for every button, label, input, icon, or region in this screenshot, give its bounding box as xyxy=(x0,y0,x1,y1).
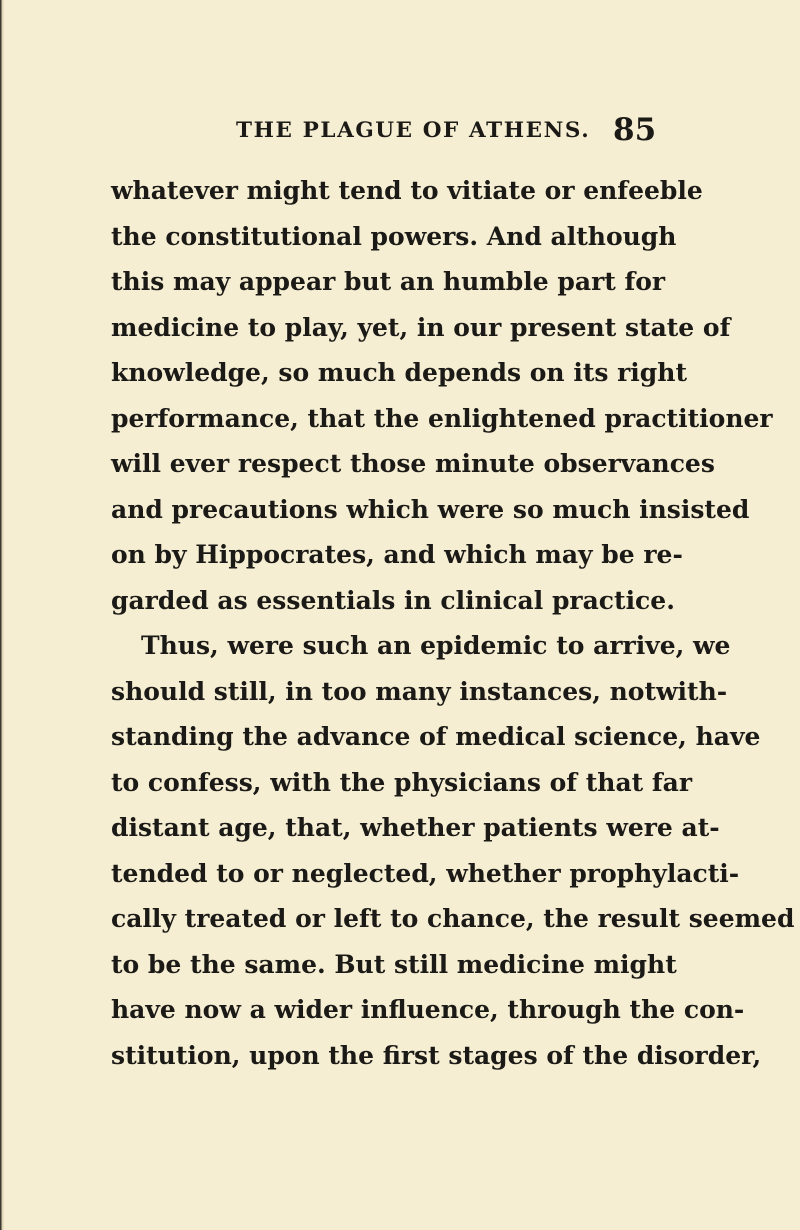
text-line: this may appear but an humble part for xyxy=(111,267,666,296)
text-line: distant age, that, whether patients were at- xyxy=(111,813,720,842)
text-line: whatever might tend to vitiate or enfeeble xyxy=(111,176,703,205)
text-line: stitution, upon the first stages of the disorder, xyxy=(111,1040,762,1070)
text-line: Thus, were such an epidemic to arrive, we xyxy=(141,631,731,660)
body-text xyxy=(111,168,795,1078)
text-line: will ever respect those minute observances xyxy=(111,449,715,478)
text-line: cally treated or left to chance, the result seemed xyxy=(111,904,795,933)
text-line: garded as essentials in clinical practice. xyxy=(111,585,675,615)
text-line: should still, in too many instances, notwith- xyxy=(111,676,728,706)
running-header xyxy=(0,112,800,152)
text-line: tended to or neglected, whether prophylacti- xyxy=(111,858,740,888)
text-line: have now a wider influence, through the con- xyxy=(111,995,745,1024)
text-line: standing the advance of medical science, have xyxy=(111,722,761,751)
page-gutter-edge xyxy=(0,0,4,1230)
text-line: the constitutional powers. And although xyxy=(111,221,677,251)
page-number: 85 xyxy=(613,112,657,148)
text-line: performance, that the enlightened practitioner xyxy=(111,403,773,433)
running-title: THE PLAGUE OF ATHENS. xyxy=(236,118,591,143)
text-line: knowledge, so much depends on its right xyxy=(111,358,688,387)
text-line: on by Hippocrates, and which may be re- xyxy=(111,540,683,569)
text-line: medicine to play, yet, in our present state of xyxy=(111,312,731,342)
text-line: and precautions which were so much insisted xyxy=(111,494,750,524)
text-line: to confess, with the physicians of that far xyxy=(111,767,693,797)
text-line: to be the same. But still medicine might xyxy=(111,949,677,979)
